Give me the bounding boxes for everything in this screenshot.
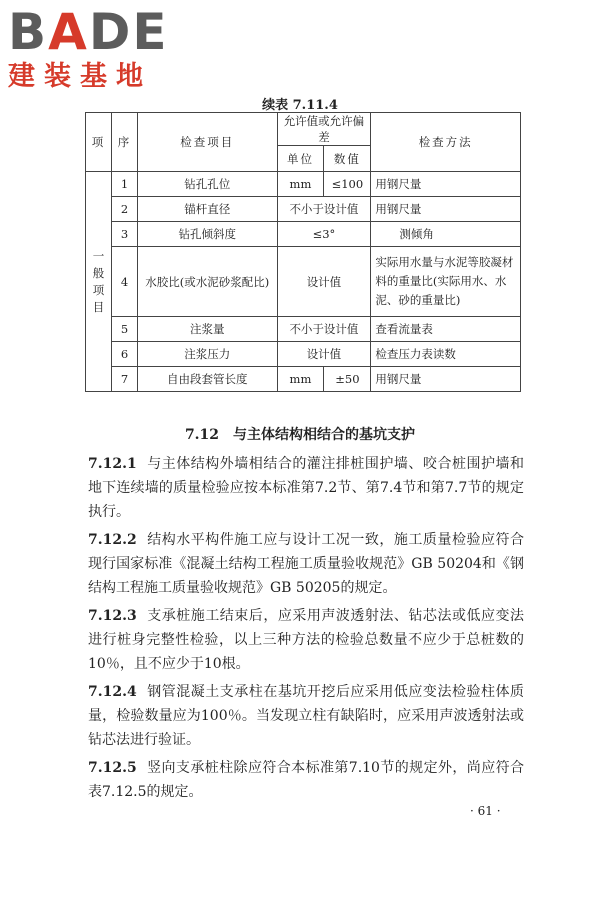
row-item: 锚杆直径: [137, 197, 277, 222]
row-method: 用钢尺量: [371, 367, 521, 392]
table-row: [86, 197, 521, 222]
row-item: 钻孔倾斜度: [137, 222, 277, 247]
row-tolerance: 不小于设计值: [277, 317, 371, 342]
header-item: 项: [86, 113, 112, 172]
table-title: 续表 7.11.4: [262, 98, 338, 113]
clause: [88, 604, 524, 676]
row-method: 用钢尺量: [371, 197, 521, 222]
row-method: 测倾角: [371, 222, 521, 247]
logo-subtitle: 建装基地: [8, 61, 152, 92]
row-seq: 5: [111, 317, 137, 342]
bade-logo: [8, 4, 178, 100]
row-method: 检查压力表读数: [371, 342, 521, 367]
row-tolerance: 不小于设计值: [277, 197, 371, 222]
row-value: ±50: [324, 367, 371, 392]
table-row: [86, 247, 521, 317]
row-item: 水胶比(或水泥砂浆配比): [137, 247, 277, 317]
table-row: [86, 222, 521, 247]
category-cell: 一般项目: [86, 172, 112, 392]
row-seq: 3: [111, 222, 137, 247]
logo-wordmark: BADE: [8, 3, 169, 61]
row-tolerance: 设计值: [277, 247, 371, 317]
header-value: 数值: [324, 146, 371, 172]
clause-text: 支承桩施工结束后，应采用声波透射法、钻芯法或低应变法进行桩身完整性检验，以上三种方法的检验总数量不应少于总桩数的10％，且不应少于10根。: [88, 608, 524, 672]
inspection-table: [85, 112, 521, 392]
clause-number: 7.12.4: [88, 684, 137, 700]
row-value: ≤100: [324, 172, 371, 197]
table-row: [86, 172, 521, 197]
clause: [88, 452, 524, 524]
clause-text: 竖向支承桩柱除应符合本标准第7.10节的规定外，尚应符合表7.12.5的规定。: [88, 760, 524, 800]
row-item: 自由段套管长度: [137, 367, 277, 392]
row-tolerance: 设计值: [277, 342, 371, 367]
header-tolerance: 允许值或允许偏差: [277, 113, 371, 146]
table-row: [86, 317, 521, 342]
clause: [88, 756, 524, 804]
row-item: 注浆量: [137, 317, 277, 342]
table-row: [86, 367, 521, 392]
section-title: 7.12 与主体结构相结合的基坑支护: [184, 427, 416, 443]
header-check-item: 检查项目: [137, 113, 277, 172]
row-item: 钻孔孔位: [137, 172, 277, 197]
row-item: 注浆压力: [137, 342, 277, 367]
row-method: 用钢尺量: [371, 172, 521, 197]
row-seq: 2: [111, 197, 137, 222]
clause-list: [88, 452, 524, 808]
row-unit: mm: [277, 367, 324, 392]
clause: [88, 528, 524, 600]
header-unit: 单位: [277, 146, 324, 172]
clause-number: 7.12.2: [88, 532, 137, 548]
clause: [88, 680, 524, 752]
clause-number: 7.12.5: [88, 760, 137, 776]
row-seq: 7: [111, 367, 137, 392]
row-unit: mm: [277, 172, 324, 197]
clause-text: 钢管混凝土支承柱在基坑开挖后应采用低应变法检验柱体质量，检验数量应为100％。当发现立柱有缺陷时，应采用声波透射法或钻芯法进行验证。: [88, 684, 524, 748]
row-seq: 6: [111, 342, 137, 367]
clause-number: 7.12.1: [88, 456, 137, 472]
header-seq: 序: [111, 113, 137, 172]
row-seq: 4: [111, 247, 137, 317]
clause-number: 7.12.3: [88, 608, 137, 624]
page-number: · 61 ·: [470, 804, 501, 818]
clause-text: 与主体结构外墙相结合的灌注排桩围护墙、咬合桩围护墙和地下连续墙的质量检验应按本标准第7.2节、第7.4节和第7.7节的规定执行。: [88, 456, 524, 520]
row-seq: 1: [111, 172, 137, 197]
header-method: 检查方法: [371, 113, 521, 172]
row-method: 查看流量表: [371, 317, 521, 342]
table-row: [86, 342, 521, 367]
row-tolerance: ≤3°: [277, 222, 371, 247]
clause-text: 结构水平构件施工应与设计工况一致，施工质量检验应符合现行国家标准《混凝土结构工程施工质量验收规范》GB 50204和《钢结构工程施工质量验收规范》GB 50205的规定。: [88, 532, 524, 596]
row-method: 实际用水量与水泥等胶凝材料的重量比(实际用水、水泥、砂的重量比): [371, 247, 521, 317]
